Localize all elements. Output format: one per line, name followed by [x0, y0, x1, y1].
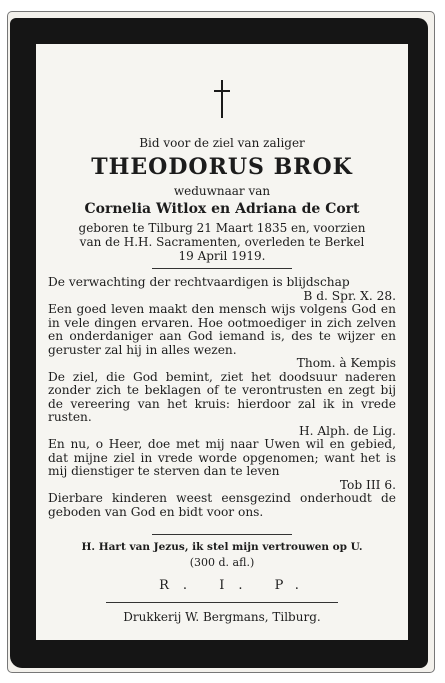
passage-reference: Thom. à Kempis: [296, 356, 396, 370]
status-text: weduwnaar van: [173, 184, 271, 198]
divider: [152, 534, 292, 535]
passage-reference: Tob III 6.: [339, 477, 396, 492]
deceased-name: THEODORUS BROK: [91, 154, 353, 180]
passage-text: En nu, o Heer, doe met mij naar Uwen wil en gebied, dat mijne ziel in vrede worde opgenomen; want het is mij dienstiger te sterven dan te leven: [48, 437, 396, 478]
passage-text: Een goed leven maakt den mensch wijs volgens God en in vele dingen ervaren. Hoe ootmoediger in zich zelven en onderdaniger aan God iemand is, des te wijzer en geruster zal hij in alles wezen.: [48, 302, 396, 357]
indulgence: (300 d. afl.): [189, 556, 255, 569]
printer-credit: Drukkerij W. Bergmans, Tilburg.: [123, 610, 321, 624]
divider: [152, 268, 292, 269]
birth-line-1: geboren te Tilburg 21 Maart 1835 en, voorzien: [78, 221, 366, 235]
passage-reference: H. Alph. de Lig.: [298, 423, 396, 438]
divider: [106, 602, 338, 603]
birth-death-info: [36, 221, 408, 263]
birth-line-2: van de H.H. Sacramenten, overleden te Berkel: [79, 235, 365, 249]
spouses-names: Cornelia Witlox en Adriana de Cort: [84, 201, 360, 217]
death-date: 19 April 1919.: [178, 249, 266, 263]
passage-reference: B d. Spr. X. 28.: [303, 288, 396, 303]
passage-text: Dierbare kinderen weest eensgezind onderhoudt de geboden van God en bidt voor ons.: [48, 491, 396, 519]
closing-prayer: H. Hart van Jezus, ik stel mijn vertrouwen op U.: [81, 541, 363, 553]
memorial-card: [36, 44, 408, 640]
cross-icon: [214, 80, 230, 118]
rip: R. I. P.: [159, 578, 313, 593]
passages: [48, 276, 396, 519]
passage-text: De ziel, die God bemint, ziet het doodsuur naderen zonder zich te beklagen of te verontrusten en zegt bij de vereering van het kruis: hierdoor zal ik in vrede rusten.: [48, 369, 396, 424]
passage-text: De verwachting der rechtvaardigen is blijdschap: [48, 275, 350, 289]
intro-text: Bid voor de ziel van zaliger: [139, 136, 305, 150]
